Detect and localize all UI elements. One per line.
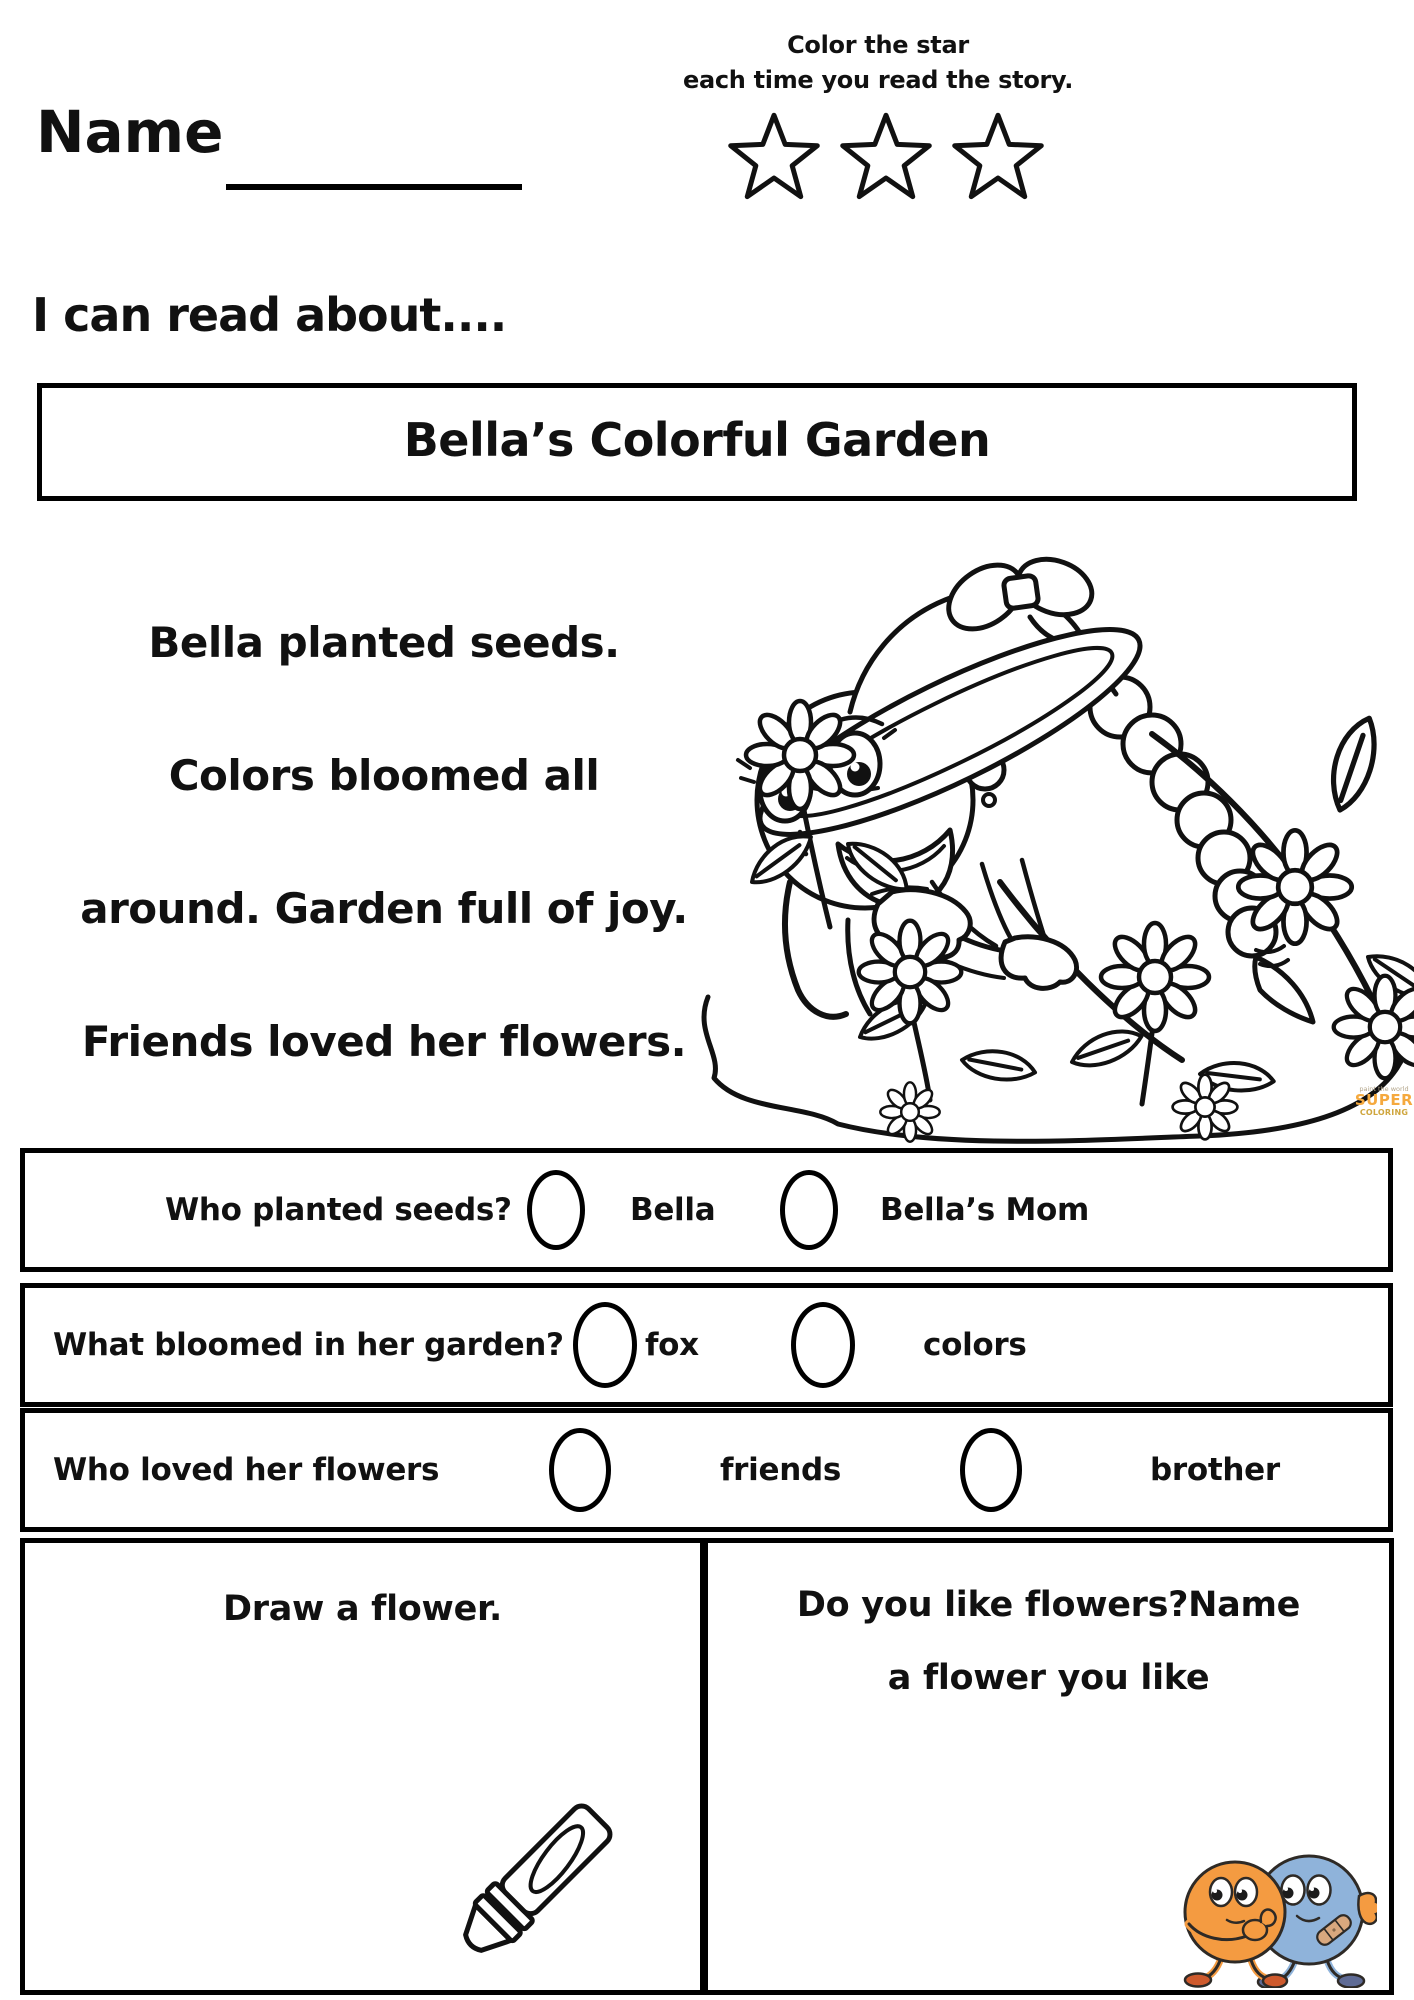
answer-circle[interactable] [549, 1428, 611, 1512]
story-text [12, 576, 756, 1108]
question-prompt: What bloomed in her garden? [53, 1327, 564, 1363]
story-title: Bella’s Colorful Garden [403, 413, 991, 467]
story-line: Friends loved her flowers. [81, 1017, 687, 1066]
answer-circle[interactable] [960, 1428, 1022, 1512]
question-row [20, 1148, 1393, 1272]
question-row [20, 1283, 1393, 1407]
answer-label: Bella [630, 1192, 716, 1228]
story-line: around. Garden full of joy. [80, 884, 688, 933]
draw-flower-box[interactable] [20, 1538, 704, 1995]
write-prompt-line1: Do you like flowers?Name [796, 1585, 1301, 1625]
star-icon[interactable] [724, 112, 824, 204]
write-prompt-line2: a flower you like [887, 1658, 1210, 1698]
answer-circle[interactable] [780, 1170, 838, 1250]
page-subtitle: I can read about.... [32, 288, 507, 342]
garden-girl-illustration [700, 412, 1414, 1145]
question-prompt: Who loved her flowers [53, 1452, 440, 1488]
buddies-mascot-illustration [1177, 1846, 1377, 1988]
name-write-line[interactable] [226, 184, 522, 190]
answer-label: brother [1150, 1452, 1280, 1488]
story-line: Colors bloomed all [168, 751, 600, 800]
watermark-super: SUPER [1354, 1090, 1414, 1109]
answer-label: friends [720, 1452, 842, 1488]
answer-circle[interactable] [527, 1170, 585, 1250]
answer-circle[interactable] [791, 1302, 855, 1388]
answer-label: colors [923, 1327, 1027, 1363]
draw-prompt: Draw a flower. [223, 1589, 502, 1629]
watermark [1354, 1086, 1414, 1117]
star-instruction-line2: each time you read the story. [682, 66, 1074, 94]
watermark-tagline: paint the world [1359, 1085, 1409, 1093]
answer-label: fox [645, 1327, 699, 1363]
watermark-coloring: COLORING [1359, 1107, 1409, 1117]
crayon-icon [433, 1775, 618, 1955]
name-label: Name [36, 98, 224, 166]
answer-circle[interactable] [573, 1302, 637, 1388]
story-line: Bella planted seeds. [148, 618, 620, 667]
write-answer-box[interactable] [704, 1538, 1394, 1995]
star-icon[interactable] [948, 112, 1048, 204]
answer-label: Bella’s Mom [880, 1192, 1089, 1228]
star-icon[interactable] [836, 112, 936, 204]
star-instruction-line1: Color the star [787, 31, 969, 59]
question-row [20, 1408, 1393, 1532]
question-prompt: Who planted seeds? [165, 1192, 512, 1228]
star-instruction [680, 28, 1076, 98]
